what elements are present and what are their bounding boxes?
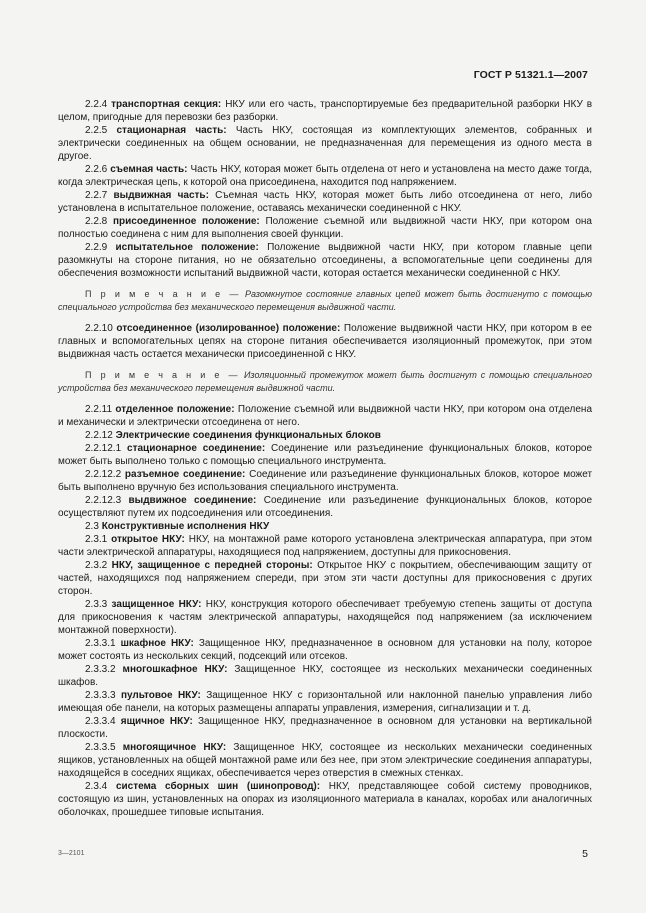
clause-text: Соединение или разъединение функциональных блоков, которое может быть выполнено вручную без использования специального инструмента. (58, 469, 593, 493)
clause-number: 2.3.4 (85, 781, 108, 792)
clause-paragraph (58, 741, 592, 780)
clause-paragraph (58, 494, 592, 520)
print-code: 3—2101 (58, 850, 85, 857)
clause-term: стационарное соединение: (127, 443, 266, 454)
clause-text: Соединение или разъединение функциональных блоков, которое осуществляют путем их подсоединения или отсоединения. (58, 495, 593, 519)
clause-paragraph (58, 533, 592, 559)
clause-paragraph (58, 663, 592, 689)
clause-text: Положение выдвижной части НКУ, при котором в ее главных и вспомогательных цепях на стороне питания обеспечивается изоляционный промежуток, при этом выдвижная часть остается механически присоединенной с НКУ. (58, 323, 592, 360)
clause-paragraph (58, 559, 592, 598)
note-paragraph (58, 288, 592, 313)
clause-text: Защищенное НКУ, предназначенное в основном для установки на полу, которое может состоять из нескольких секций, подсекций или отсеков. (58, 638, 593, 662)
clause-number: 2.2.12.1 (85, 443, 122, 454)
clause-paragraph (58, 241, 592, 280)
clause-paragraph (58, 780, 592, 819)
clause-paragraph (58, 689, 592, 715)
clause-text: Соединение или разъединение функциональных блоков, которое может быть выполнено только с помощью специального инструмента. (58, 443, 593, 467)
clause-paragraph (58, 429, 592, 442)
clause-text: Положение съемной или выдвижной части НКУ, при котором она полностью соединена с ним для выполнения своей функции. (58, 216, 592, 240)
clause-number: 2.2.4 (85, 99, 108, 110)
clause-paragraph (58, 403, 592, 429)
clause-term: Электрические соединения функциональных блоков (115, 430, 381, 441)
document-body (58, 98, 592, 819)
clause-term: НКУ, защищенное с передней стороны: (111, 560, 313, 571)
clause-term: многошкафное НКУ: (122, 664, 228, 675)
clause-term: многоящичное НКУ: (122, 742, 227, 753)
clause-term: стационарная часть: (116, 125, 227, 136)
clause-term: отсоединенное (изолированное) положение: (116, 323, 341, 334)
clause-term: испытательное положение: (115, 242, 259, 253)
clause-text: НКУ, конструкция которого обеспечивает требуемую степень защиты от доступа для прикосновения к частям электрической аппаратуры, находящейся под напряжением (за исключением монтажной поверхности). (58, 599, 592, 636)
note-text: Изоляционный промежуток может быть достигнут с помощью специального устройства без механического перемещения выдвижной части. (58, 370, 592, 393)
clause-number: 2.3.3.3 (85, 690, 116, 701)
clause-term: шкафное НКУ: (120, 638, 194, 649)
clause-number: 2.3.3.2 (85, 664, 116, 675)
clause-term: отделенное положение: (115, 404, 235, 415)
note-paragraph (58, 369, 592, 394)
clause-number: 2.2.12 (85, 430, 113, 441)
clause-number: 2.2.9 (85, 242, 108, 253)
clause-term: открытое НКУ: (111, 534, 185, 545)
standard-header: ГОСТ Р 51321.1—2007 (473, 69, 588, 81)
clause-paragraph (58, 189, 592, 215)
clause-term: съемная часть: (110, 164, 188, 175)
clause-text: НКУ или его часть, транспортируемые без предварительной разборки НКУ в целом, пригодные для перевозки без разборки. (58, 99, 593, 123)
clause-paragraph (58, 637, 592, 663)
clause-text: Открытое НКУ с покрытием, обеспечивающим защиту от частей, находящихся под напряжением спереди, при этом эти части доступны для прикосновения с других сторон. (58, 560, 592, 597)
clause-term: защищенное НКУ: (111, 599, 202, 610)
clause-text: Защищенное НКУ, состоящее из нескольких механически соединенных шкафов. (58, 664, 592, 688)
note-label: П р и м е ч а н и е — (85, 289, 241, 299)
clause-term: выдвижное соединение: (128, 495, 257, 506)
clause-number: 2.2.6 (85, 164, 108, 175)
clause-text: Положение выдвижной части НКУ, при котором главные цепи разомкнуты на стороне питания, но не обязательно отсоединены, а вспомогательные цепи соединены для обеспечения возможности испытаний выдвижной части, которая остается механически соединенной с НКУ. (58, 242, 593, 279)
clause-paragraph (58, 322, 592, 361)
clause-number: 2.3.3.5 (85, 742, 116, 753)
clause-number: 2.2.8 (85, 216, 108, 227)
clause-term: разъемное соединение: (124, 469, 246, 480)
clause-paragraph (58, 215, 592, 241)
clause-number: 2.3.3 (85, 599, 108, 610)
clause-text: Часть НКУ, которая может быть отделена от него и установлена на место даже тогда, когда электрическая цепь, к которой она присоединена, находится под напряжением. (58, 164, 592, 188)
clause-term: ящичное НКУ: (120, 716, 193, 727)
note-text: Разомкнутое состояние главных цепей может быть достигнуто с помощью специального устройства без механического перемещения выдвижной части. (58, 289, 592, 312)
clause-paragraph (58, 98, 592, 124)
clause-text: Съемная часть НКУ, которая может быть либо отсоединена от него, либо установлена в испытательное положение, оставаясь механически соединенной с НКУ. (58, 190, 593, 214)
clause-number: 2.3.3.1 (85, 638, 116, 649)
clause-text: НКУ, на монтажной раме которого установлена электрическая аппаратура, при этом части электрической аппаратуры, находящиеся под напряжением, доступны для прикосновения. (58, 534, 592, 558)
clause-text: Положение съемной или выдвижной части НКУ, при котором она отделена и механически и электрически отсоединена от него. (58, 404, 593, 428)
clause-paragraph (58, 468, 592, 494)
clause-number: 2.2.10 (85, 323, 113, 334)
clause-number: 2.2.11 (85, 404, 113, 415)
clause-number: 2.3.3.4 (85, 716, 116, 727)
clause-paragraph (58, 442, 592, 468)
clause-text: НКУ, представляющее собой систему проводников, состоящую из шин, установленных на опорах из изоляционного материала в каналах, коробах или аналогичных оболочках, прошедшее типовые испытания. (58, 781, 593, 818)
clause-term: выдвижная часть: (113, 190, 209, 201)
clause-term: пультовое НКУ: (120, 690, 201, 701)
clause-number: 2.3.1 (85, 534, 108, 545)
clause-paragraph (58, 598, 592, 637)
clause-text: Часть НКУ, состоящая из комплектующих элементов, собранных и электрически соединенных на общем основании, не предназначенная для перемещения из одного места в другое. (58, 125, 592, 162)
clause-number: 2.3 (85, 521, 99, 532)
clause-text: Защищенное НКУ, состоящее из нескольких механически соединенных ящиков, установленных на общей монтажной раме или без нее, при этом электрические соединения аппаратуры, находящейся в соседних ящиках, обеспечивается через отверстия в смежных стенках. (58, 742, 592, 779)
clause-paragraph (58, 520, 592, 533)
page-number: 5 (582, 848, 588, 860)
clause-term: система сборных шин (шинопровод): (115, 781, 321, 792)
clause-term: Конструктивные исполнения НКУ (101, 521, 270, 532)
clause-number: 2.2.12.3 (85, 495, 122, 506)
clause-text: Защищенное НКУ, предназначенное в основном для установки на вертикальной плоскости. (58, 716, 592, 740)
clause-paragraph (58, 124, 592, 163)
note-label: П р и м е ч а н и е — (85, 370, 241, 380)
clause-number: 2.2.7 (85, 190, 108, 201)
clause-paragraph (58, 163, 592, 189)
clause-text: Защищенное НКУ с горизонтальной или наклонной панелью управления либо имеющая обе панели, на которых размещены аппараты управления, измерения, сигнализации и т. д. (58, 690, 593, 714)
clause-number: 2.2.5 (85, 125, 108, 136)
clause-term: транспортная секция: (111, 99, 222, 110)
clause-number: 2.2.12.2 (85, 469, 122, 480)
clause-number: 2.3.2 (85, 560, 108, 571)
clause-term: присоединенное положение: (112, 216, 260, 227)
clause-paragraph (58, 715, 592, 741)
